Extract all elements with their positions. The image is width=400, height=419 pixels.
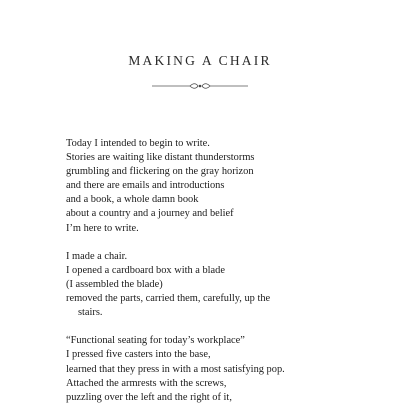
poem-line: removed the parts, carried them, carefully, up the [66, 293, 271, 305]
poem-line: about a country and a journey and belief [66, 208, 234, 220]
stanza [66, 137, 366, 236]
poem-line: I opened a cardboard box with a blade [66, 264, 225, 276]
poem-line: Stories are waiting like distant thunderstorms [66, 152, 255, 164]
poem-line: I made a chair. [66, 250, 128, 262]
poem-line: I’m here to write. [66, 222, 139, 234]
poem-body [66, 137, 366, 419]
poem-line: I pressed five casters into the base, [66, 349, 211, 361]
poem-line: (I assembled the blade) [66, 278, 163, 290]
poem-line: and there are emails and introductions [66, 180, 225, 192]
poem-line: Attached the armrests with the screws, [66, 377, 227, 389]
poem-line-continuation: stairs. [78, 307, 103, 319]
poem-line: puzzling over the left and the right of it, [66, 391, 232, 403]
poem-line: grumbling and flickering on the gray horizon [66, 166, 254, 178]
poem-line: “Functional seating for today’s workplace” [66, 335, 245, 347]
poem-line: learned that they press in with a most satisfying pop. [66, 363, 285, 375]
poem-line: and a book, a whole damn book [66, 194, 199, 206]
poem-line: Today I intended to begin to write. [66, 138, 210, 149]
poem-title: MAKING A CHAIR [128, 53, 272, 68]
stanza [66, 250, 366, 320]
stanza [66, 334, 366, 404]
flourish-divider-icon [152, 81, 248, 91]
